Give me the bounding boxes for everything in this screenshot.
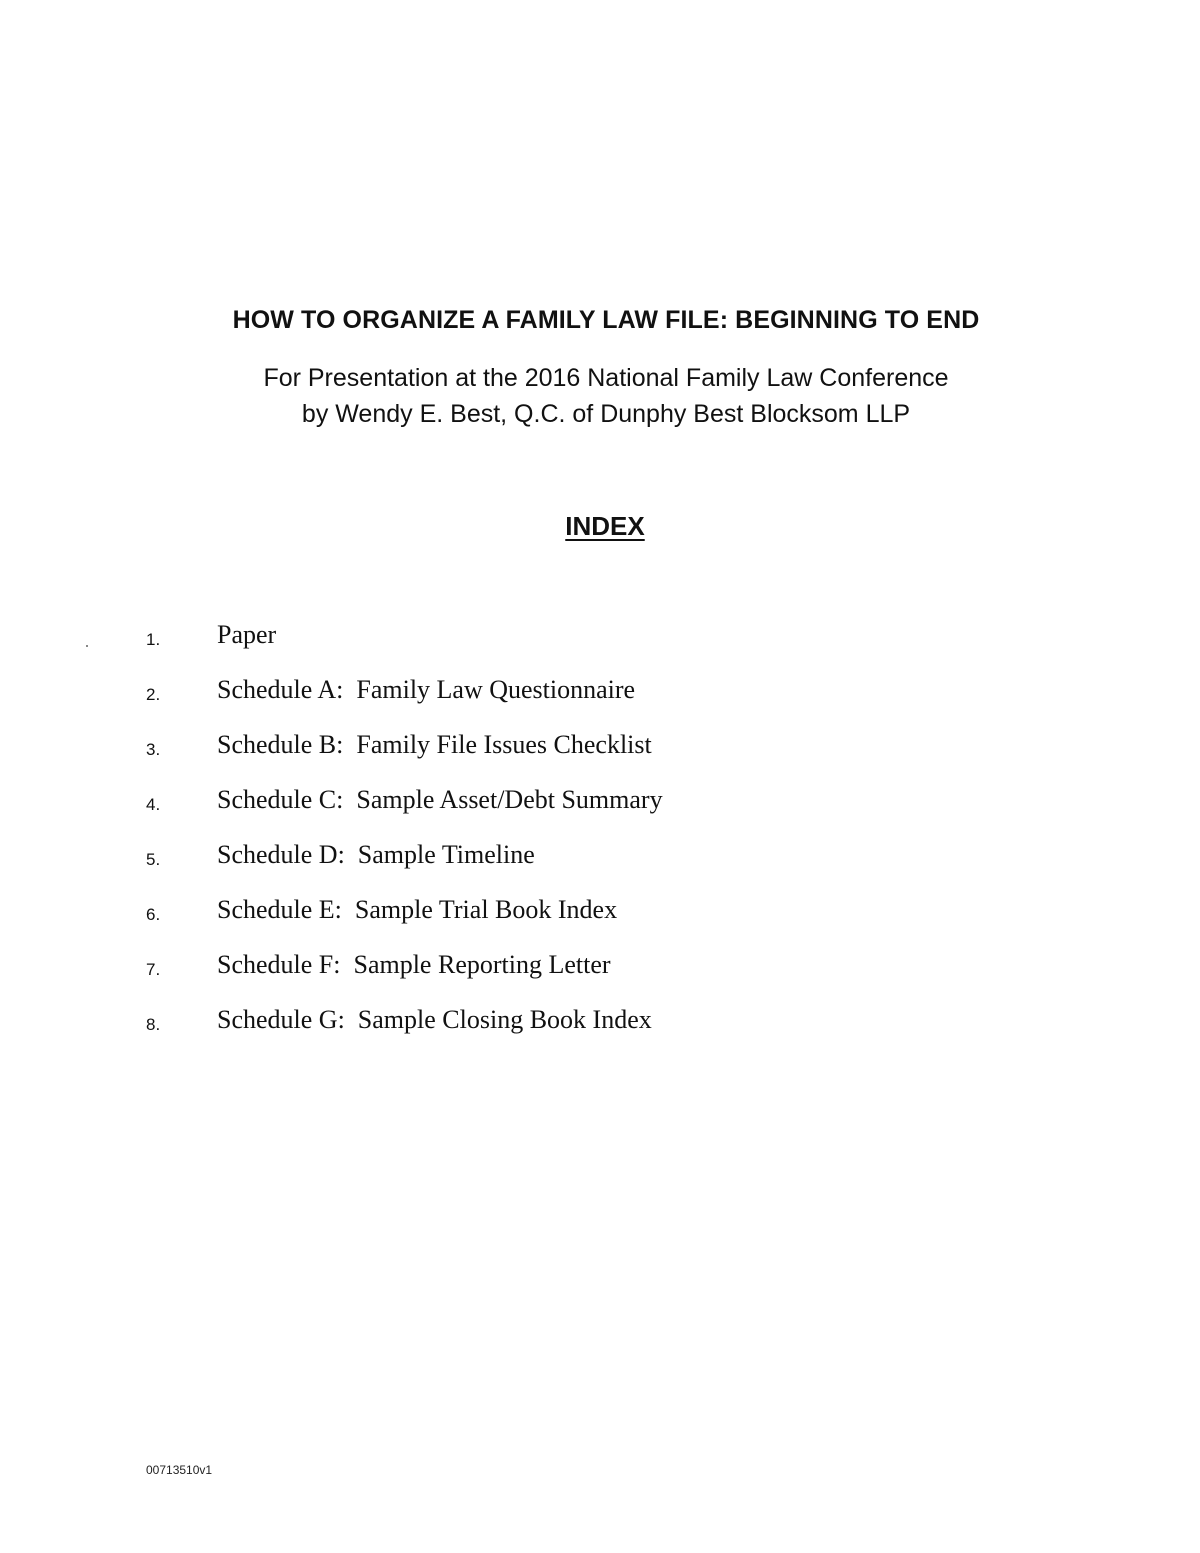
index-item-text: Schedule F: Sample Reporting Letter [217,950,611,979]
subtitle-line-2: by Wendy E. Best, Q.C. of Dunphy Best Blocksom LLP [301,400,911,428]
index-item-number: 3. [146,740,161,759]
index-item [0,730,1200,785]
index-item [0,950,1200,1005]
index-item-number: 8. [146,1015,161,1034]
index-item-number: 6. [146,905,161,924]
index-item-text: Paper [217,620,277,649]
index-item-text: Schedule A: Family Law Questionnaire [217,675,636,704]
document-id-footer: 00713510v1 [146,1463,213,1477]
index-item-number: 4. [146,795,161,814]
index-item-text: Schedule E: Sample Trial Book Index [217,895,618,924]
index-item [0,620,1200,675]
index-item [0,840,1200,895]
index-list [0,620,1200,1060]
index-item [0,895,1200,950]
index-item [0,785,1200,840]
index-heading: INDEX [565,511,645,541]
index-item-text: Schedule B: Family File Issues Checklist [217,730,652,759]
index-item-number: 7. [146,960,161,979]
index-item-text: Schedule C: Sample Asset/Debt Summary [217,785,663,814]
index-item-number: 5. [146,850,161,869]
index-item-text: Schedule G: Sample Closing Book Index [217,1005,652,1034]
document-title: HOW TO ORGANIZE A FAMILY LAW FILE: BEGINNING TO END [232,306,980,334]
index-item [0,675,1200,730]
subtitle-line-1: For Presentation at the 2016 National Family Law Conference [263,364,949,392]
index-item [0,1005,1200,1060]
index-item-number: 2. [146,685,161,704]
index-item-number: 1. [146,630,161,649]
index-item-text: Schedule D: Sample Timeline [217,840,535,869]
